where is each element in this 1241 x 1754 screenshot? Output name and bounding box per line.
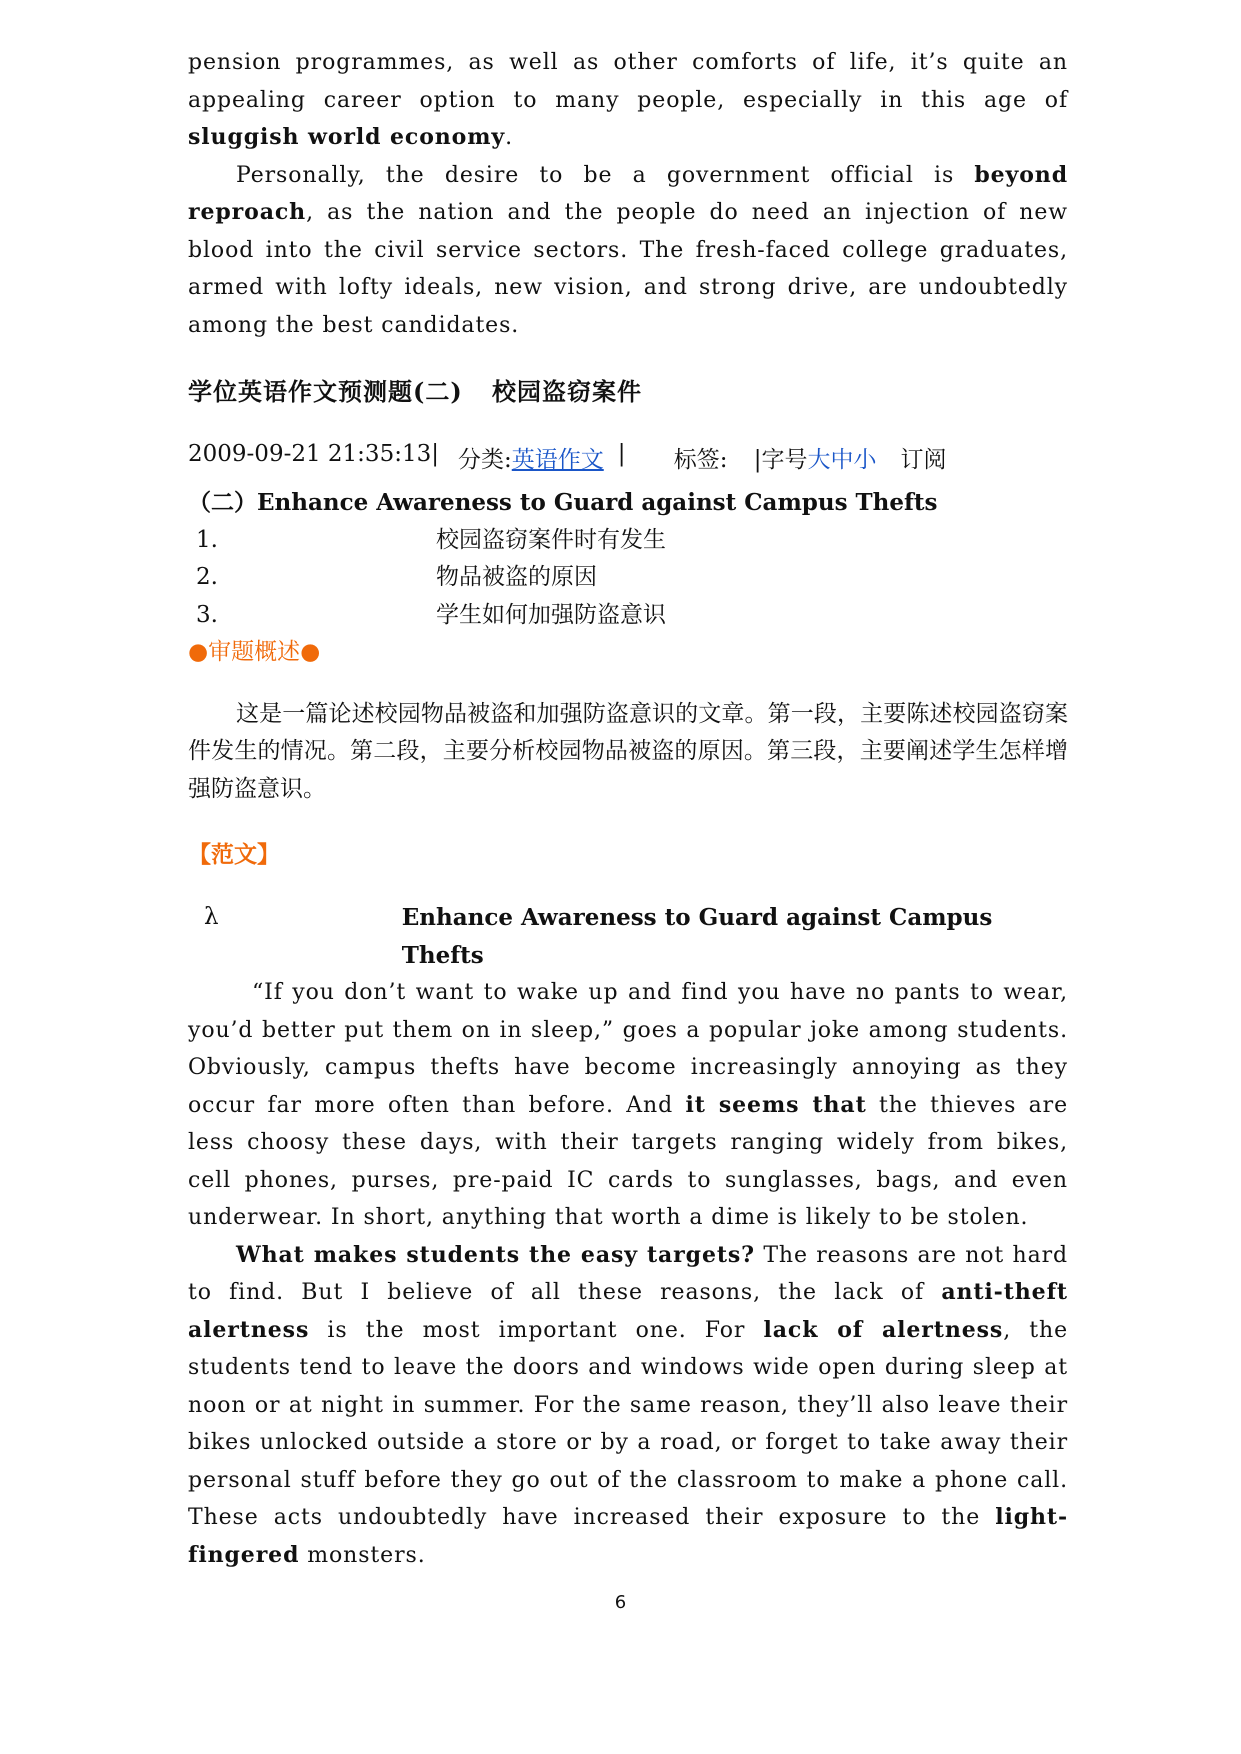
post-date: 2009-09-21 21:35:13|	[188, 441, 439, 467]
article-title-left: 学位英语作文预测题(二)	[188, 377, 463, 406]
font-size-small-link[interactable]: 小	[853, 447, 877, 473]
post-meta	[188, 441, 1068, 474]
outline-item	[188, 597, 1068, 635]
bold-phrase: light-fingered	[188, 1504, 1068, 1568]
bold-phrase: anti-theft alertness	[188, 1279, 1068, 1343]
bullet-lambda: λ	[204, 904, 219, 930]
text-run: is the most important one. For	[309, 1317, 764, 1343]
subscribe-link[interactable]: 订阅	[900, 447, 947, 473]
category-label: 分类:	[458, 447, 512, 473]
sample-paragraph-1	[188, 974, 1068, 1237]
category-link[interactable]: 英语作文	[511, 447, 604, 473]
bold-phrase: it seems that	[685, 1091, 867, 1118]
text-run: the thieves are less choosy these days, with their targets ranging widely from bikes, cell phones, purses, pre-paid IC cards to sunglasses, bags, and even underwear. In short, anything that worth a dime is likely to be stolen.	[188, 1092, 1069, 1230]
overview-paragraph: 这是一篇论述校园物品被盗和加强防盗意识的文章。第一段，主要陈述校园盗窃案件发生的情况。第二段，主要分析校园物品被盗的原因。第三段，主要阐述学生怎样增强防盗意识。	[188, 700, 1068, 802]
document-page	[188, 44, 1068, 1574]
text-run: The reasons are not hard to find. But I believe of all these reasons, the lack of	[188, 1242, 1068, 1305]
meta-separator: |	[617, 441, 626, 467]
outline-item	[188, 522, 1068, 560]
font-size-label: |字号	[753, 447, 808, 473]
sample-paragraph-2	[188, 1237, 1068, 1575]
font-size-large-link[interactable]: 大	[807, 447, 831, 473]
outline-item	[188, 559, 1068, 597]
outline-text: 学生如何加强防盗意识	[436, 601, 666, 628]
tags-label: 标签:	[673, 447, 728, 473]
topic-title	[188, 484, 1068, 522]
sample-heading: 【范文】	[188, 841, 280, 868]
paragraph-personally	[188, 157, 1068, 345]
paragraph-pension	[188, 44, 1068, 157]
bold-phrase: What makes students the easy targets?	[236, 1241, 755, 1268]
article-title	[188, 372, 1068, 407]
outline-number: 3.	[196, 601, 218, 628]
text-run: “If you don’t want to wake up and find you have no pants to wear, you’d better put them on in sleep,” goes a popular joke among students. Obviously, campus thefts have become increasingly annoying as they occur far more often than before. And	[188, 980, 1068, 1118]
outline-text: 校园盗窃案件时有发生	[436, 526, 666, 553]
overview-heading: ●审题概述●	[188, 639, 321, 665]
outline-number: 2.	[196, 564, 218, 590]
bold-phrase: lack of alertness	[763, 1316, 1004, 1343]
text-run: , as the nation and the people do need an injection of new blood into the civil service sectors. The fresh-faced college graduates, armed with lofty ideals, new vision, and strong drive, are undoubtedly among the best candidates.	[188, 200, 1068, 338]
font-size-medium-link[interactable]: 中	[830, 447, 854, 473]
bold-phrase: beyond reproach	[188, 161, 1068, 225]
article-title-right: 校园盗窃案件	[492, 377, 642, 406]
topic-title-text: （二）Enhance Awareness to Guard against Campus Thefts	[188, 489, 938, 516]
page-number: 6	[614, 1592, 627, 1613]
text-run: pension programmes, as well as other comforts of life, it’s quite an appealing career option to many people, especially in this age of	[188, 50, 1068, 113]
sample-title: Enhance Awareness to Guard against Campus Thefts	[401, 904, 993, 969]
sample-title-row	[188, 899, 1068, 974]
text-run: Personally, the desire to be a government official is	[236, 162, 975, 188]
text-run: monsters.	[299, 1542, 426, 1568]
outline-text: 物品被盗的原因	[436, 564, 597, 590]
text-run: , the students tend to leave the doors and windows wide open during sleep at noon or at night in summer. For the same reason, they’ll also leave their bikes unlocked outside a store or by a road, or forget to take away their personal stuff before they go out of the classroom to make a phone call. These acts undoubtedly have increased their exposure to the	[188, 1317, 1068, 1530]
outline-number: 1.	[196, 526, 218, 553]
text-run: .	[505, 125, 514, 150]
bold-phrase: sluggish world economy	[188, 124, 506, 150]
